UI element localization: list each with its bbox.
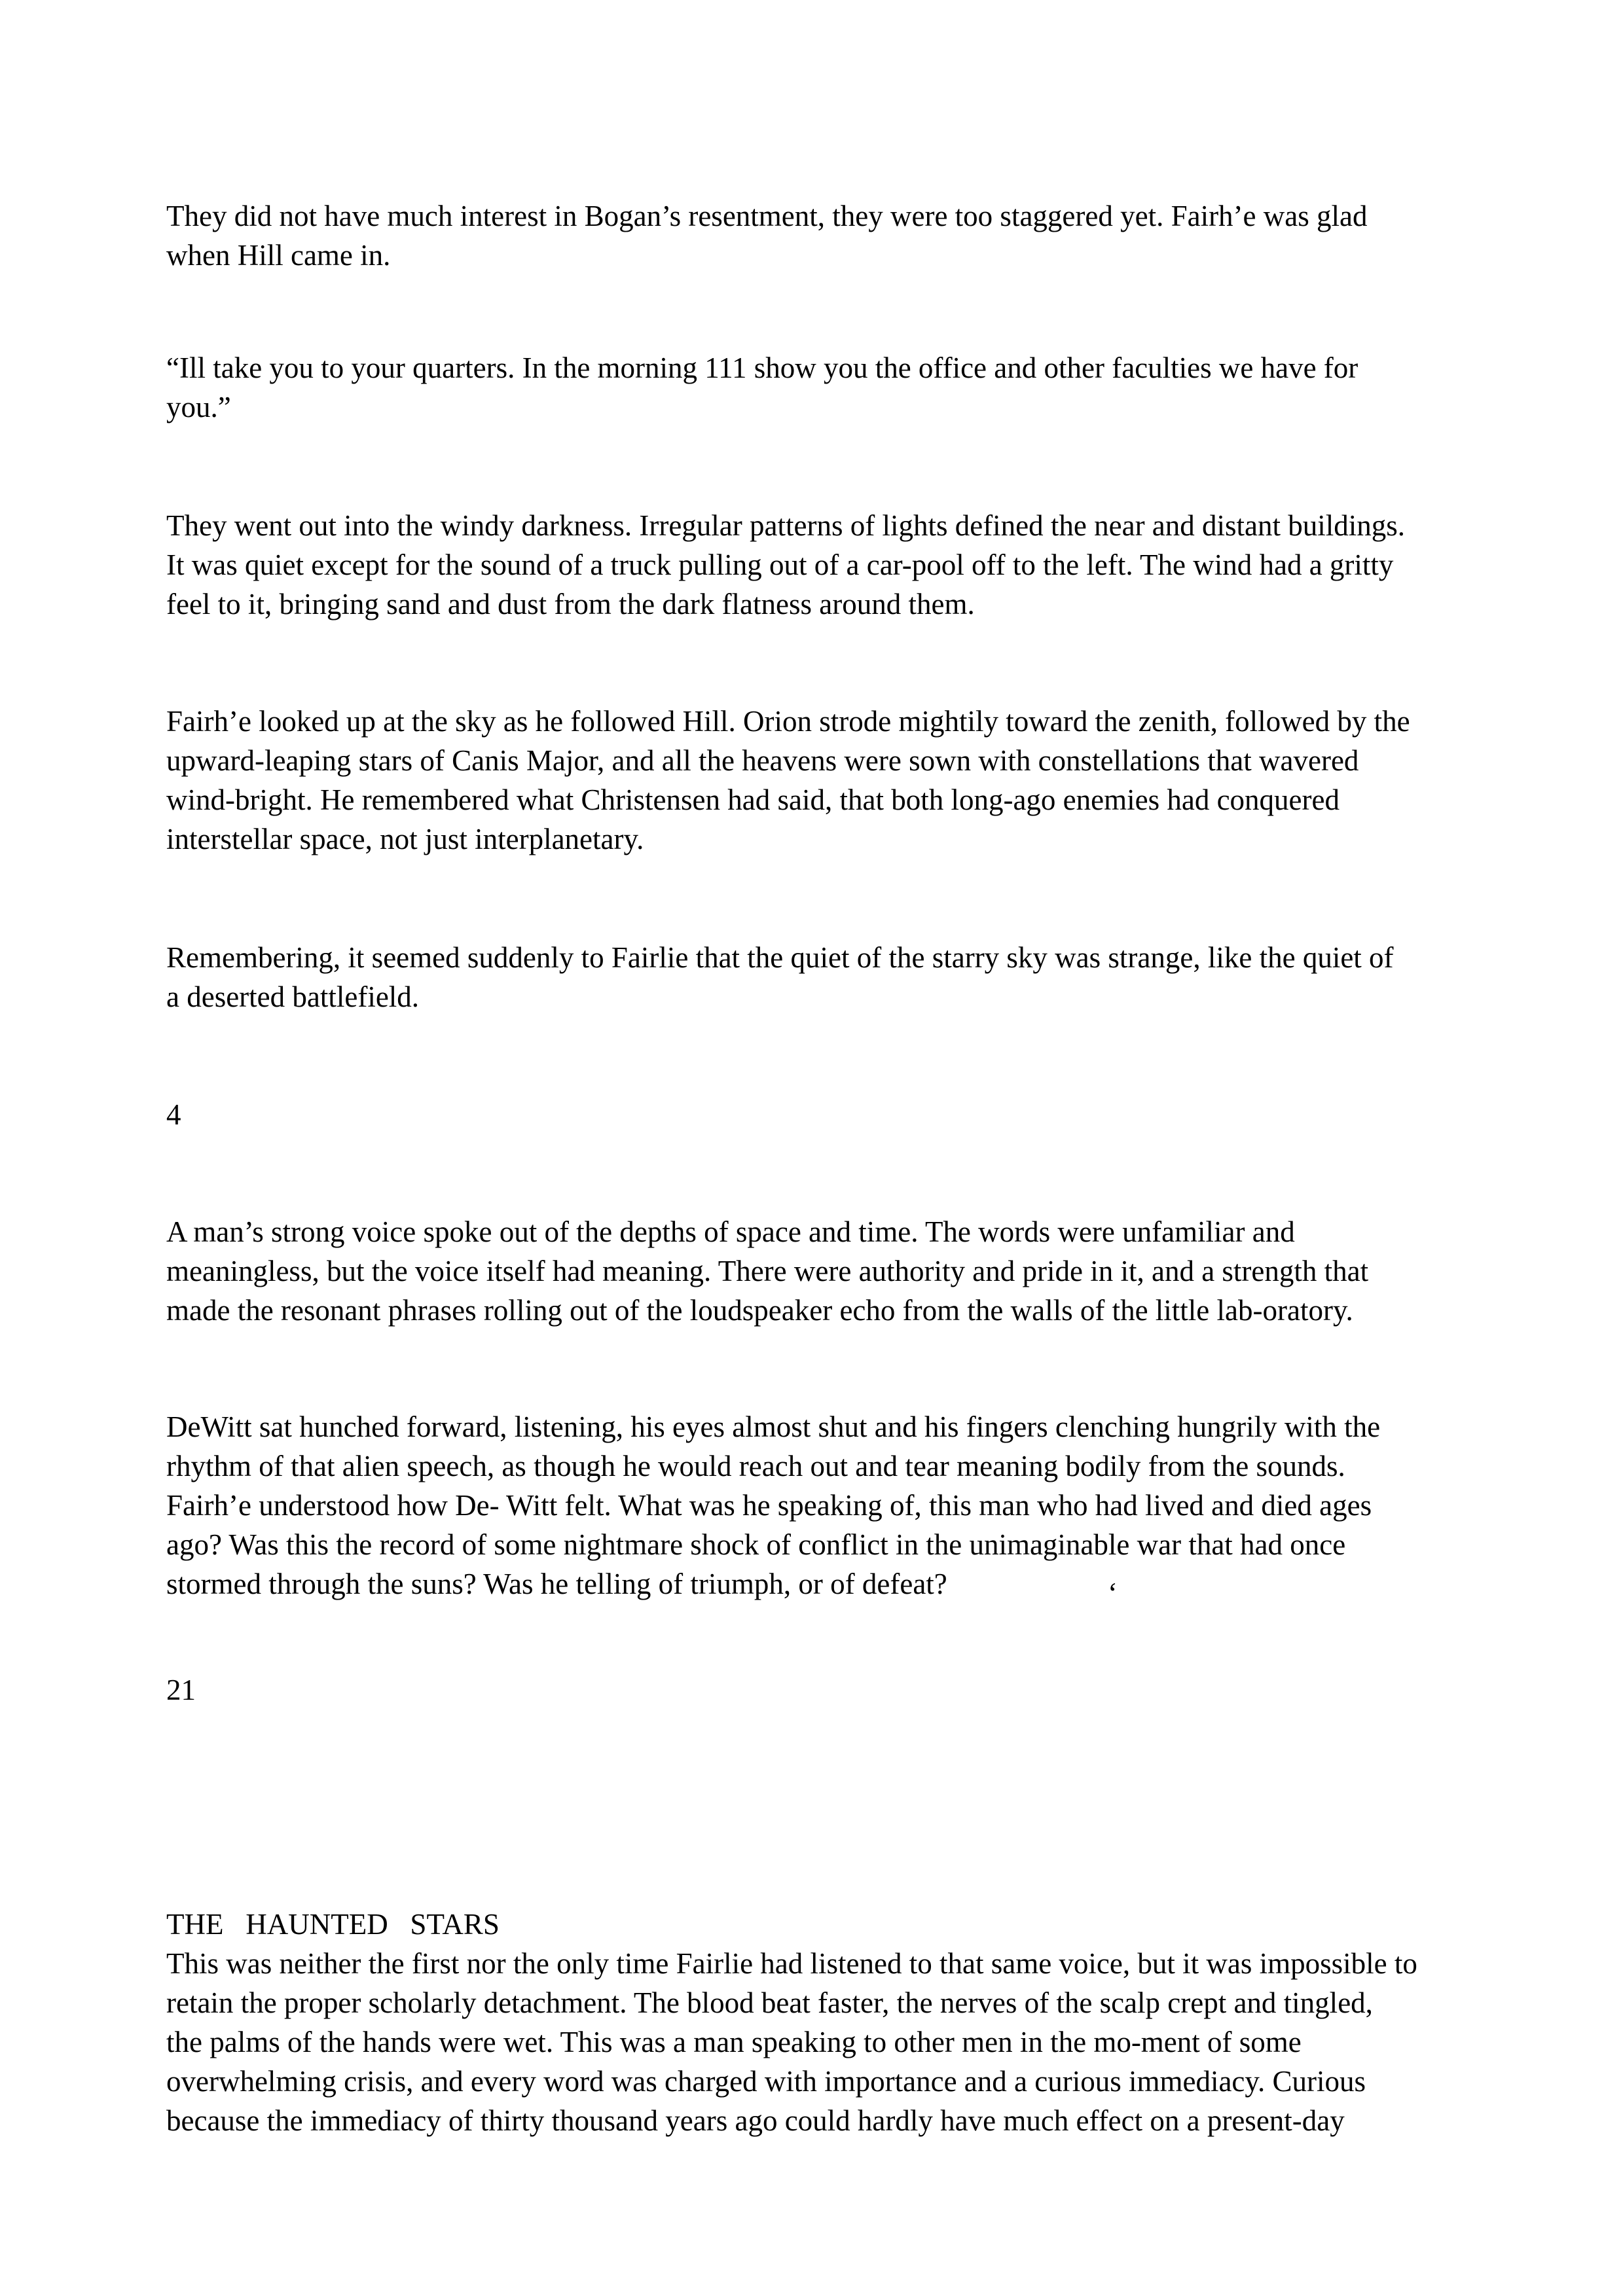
stray-quote-mark: ‘ bbox=[1108, 1577, 1118, 1609]
paragraph-line: They went out into the windy darkness. Irregular patterns of lights defined the near and distant buildings. bbox=[166, 509, 1406, 542]
paragraph-line: wind-bright. He remembered what Christensen had said, that both long-ago enemies had conquered bbox=[166, 783, 1340, 816]
paragraph-line: It was quiet except for the sound of a truck pulling out of a car-pool off to the left. The wind had a gritty bbox=[166, 548, 1394, 581]
paragraph-line: because the immediacy of thirty thousand years ago could hardly have much effect on a present-day bbox=[166, 2104, 1345, 2137]
paragraph-line: Fairh’e understood how De- Witt felt. What was he speaking of, this man who had lived and died ages bbox=[166, 1489, 1372, 1522]
paragraph-line: feel to it, bringing sand and dust from the dark flatness around them. bbox=[166, 588, 975, 620]
paragraph-4 bbox=[166, 702, 1476, 859]
paragraph-line: when Hill came in. bbox=[166, 239, 391, 272]
paragraph-line: retain the proper scholarly detachment. The blood beat faster, the nerves of the scalp crept and tingled, bbox=[166, 1986, 1373, 2019]
paragraph-line: made the resonant phrases rolling out of the loudspeaker echo from the walls of the little lab-oratory. bbox=[166, 1294, 1353, 1327]
paragraph-line: rhythm of that alien speech, as though he would reach out and tear meaning bodily from the sounds. bbox=[166, 1450, 1345, 1482]
paragraph-1 bbox=[166, 196, 1476, 275]
page-number-text: 21 bbox=[166, 1674, 196, 1706]
paragraph-2 bbox=[166, 348, 1476, 427]
paragraph-line: DeWitt sat hunched forward, listening, his eyes almost shut and his fingers clenching hungrily with the bbox=[166, 1410, 1381, 1443]
page-number bbox=[166, 1670, 1476, 1710]
paragraph-3 bbox=[166, 506, 1476, 624]
paragraph-line: a deserted battlefield. bbox=[166, 980, 420, 1013]
paragraph-7 bbox=[166, 1407, 1476, 1604]
chapter-number-text: 4 bbox=[166, 1098, 181, 1131]
running-title-text: THE HAUNTED STARS bbox=[166, 1908, 500, 1941]
paragraph-6 bbox=[166, 1212, 1476, 1330]
paragraph-8 bbox=[166, 1944, 1476, 2140]
paragraph-line: Remembering, it seemed suddenly to Fairlie that the quiet of the starry sky was strange, like the quiet of bbox=[166, 941, 1394, 974]
paragraph-line: interstellar space, not just interplanetary. bbox=[166, 823, 644, 855]
paragraph-line: you.” bbox=[166, 391, 231, 423]
paragraph-5 bbox=[166, 938, 1476, 1016]
paragraph-line: stormed through the suns? Was he telling of triumph, or of defeat? bbox=[166, 1568, 947, 1600]
paragraph-line: ago? Was this the record of some nightmare shock of conflict in the unimaginable war that had once bbox=[166, 1528, 1346, 1561]
paragraph-line: A man’s strong voice spoke out of the depths of space and time. The words were unfamiliar and bbox=[166, 1215, 1295, 1248]
paragraph-line: They did not have much interest in Bogan’s resentment, they were too staggered yet. Fairh’e was glad bbox=[166, 200, 1368, 232]
paragraph-line: Fairh’e looked up at the sky as he followed Hill. Orion strode mightily toward the zenith, followed by the bbox=[166, 705, 1410, 738]
paragraph-line: overwhelming crisis, and every word was charged with importance and a curious immediacy. Curious bbox=[166, 2065, 1366, 2098]
paragraph-line: upward-leaping stars of Canis Major, and all the heavens were sown with constellations that wavered bbox=[166, 744, 1359, 777]
paragraph-line: “Ill take you to your quarters. In the morning 111 show you the office and other faculties we have for bbox=[166, 351, 1359, 384]
chapter-number bbox=[166, 1095, 1476, 1134]
paragraph-line: the palms of the hands were wet. This was a man speaking to other men in the mo-ment of some bbox=[166, 2026, 1302, 2058]
paragraph-line: This was neither the first nor the only time Fairlie had listened to that same voice, but it was impossible to bbox=[166, 1947, 1417, 1980]
paragraph-line: meaningless, but the voice itself had meaning. There were authority and pride in it, and a strength that bbox=[166, 1255, 1369, 1287]
